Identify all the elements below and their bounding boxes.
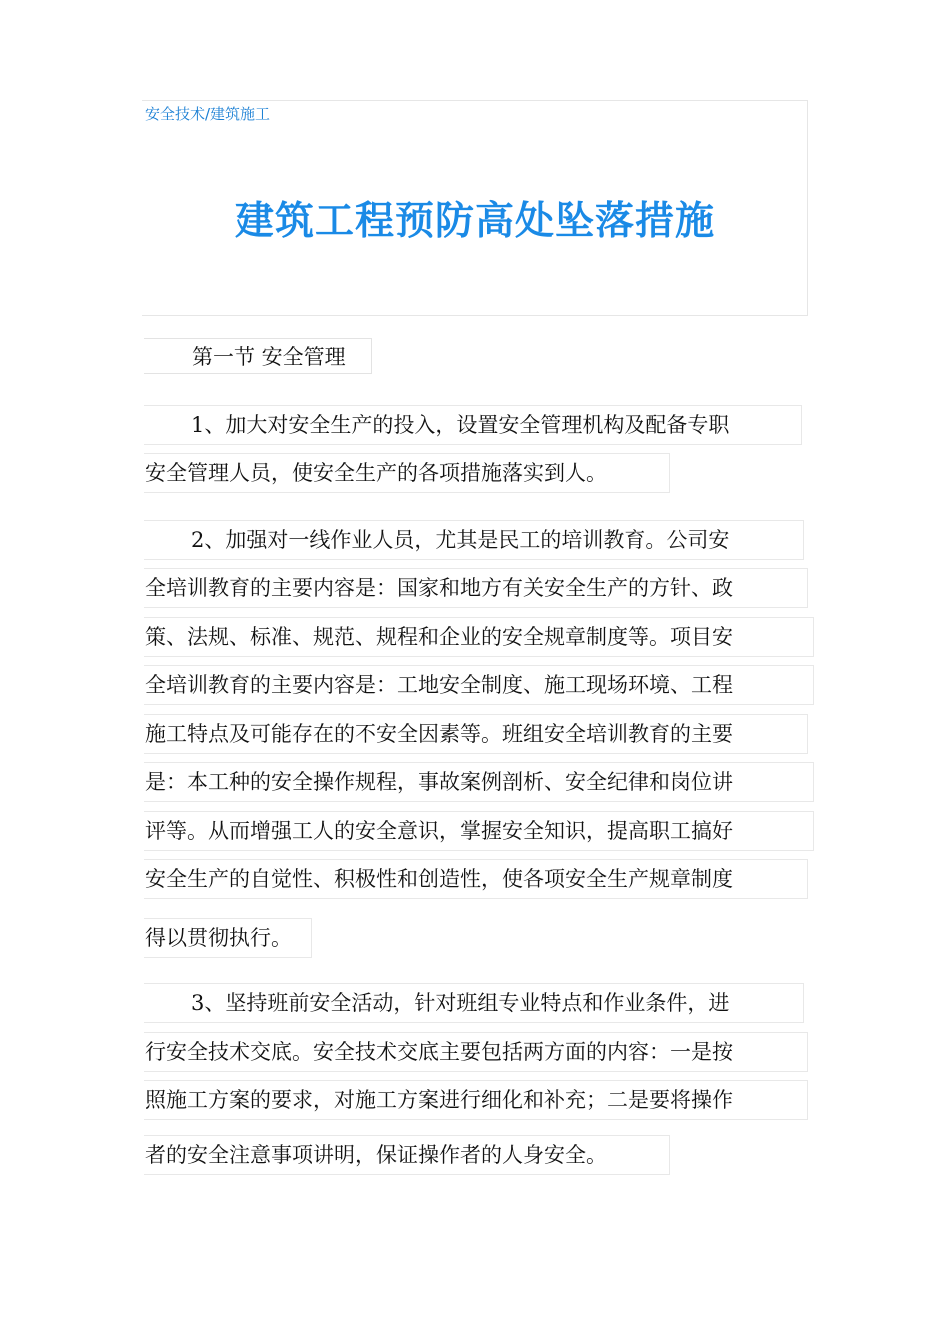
paragraph-3-line-3: 照施工方案的要求，对施工方案进行细化和补充；二是要将操作	[144, 1080, 808, 1120]
paragraph-2-line-1: 2、加强对一线作业人员，尤其是民工的培训教育。公司安	[144, 520, 804, 560]
paragraph-1-line-1: 1、加大对安全生产的投入，设置安全管理机构及配备专职	[144, 405, 802, 445]
paragraph-2-line-8: 安全生产的自觉性、积极性和创造性，使各项安全生产规章制度	[144, 859, 808, 899]
paragraph-2-line-6: 是：本工种的安全操作规程，事故案例剖析、安全纪律和岗位讲	[144, 762, 814, 802]
paragraph-2-line-2: 全培训教育的主要内容是：国家和地方有关安全生产的方针、政	[144, 568, 808, 608]
paragraph-2-line-9: 得以贯彻执行。	[144, 918, 312, 958]
section-heading-box	[144, 338, 372, 374]
document-title: 建筑工程预防高处坠落措施	[234, 199, 715, 244]
paragraph-1-line-2: 安全管理人员，使安全生产的各项措施落实到人。	[144, 453, 670, 493]
paragraph-2-line-7: 评等。从而增强工人的安全意识，掌握安全知识，提高职工搞好	[144, 811, 814, 851]
paragraph-2-line-4: 全培训教育的主要内容是：工地安全制度、施工现场环境、工程	[144, 665, 814, 705]
paragraph-3-line-4: 者的安全注意事项讲明，保证操作者的人身安全。	[144, 1135, 670, 1175]
paragraph-3-line-2: 行安全技术交底。安全技术交底主要包括两方面的内容：一是按	[144, 1032, 808, 1072]
category-breadcrumb[interactable]: 安全技术/建筑施工	[145, 105, 271, 123]
paragraph-2-line-3: 策、法规、标准、规范、规程和企业的安全规章制度等。项目安	[144, 617, 814, 657]
paragraph-2-line-5: 施工特点及可能存在的不安全因素等。班组安全培训教育的主要	[144, 714, 808, 754]
paragraph-3-line-1: 3、坚持班前安全活动，针对班组专业特点和作业条件，进	[144, 983, 804, 1023]
section-heading: 第一节 安全管理	[192, 345, 346, 369]
